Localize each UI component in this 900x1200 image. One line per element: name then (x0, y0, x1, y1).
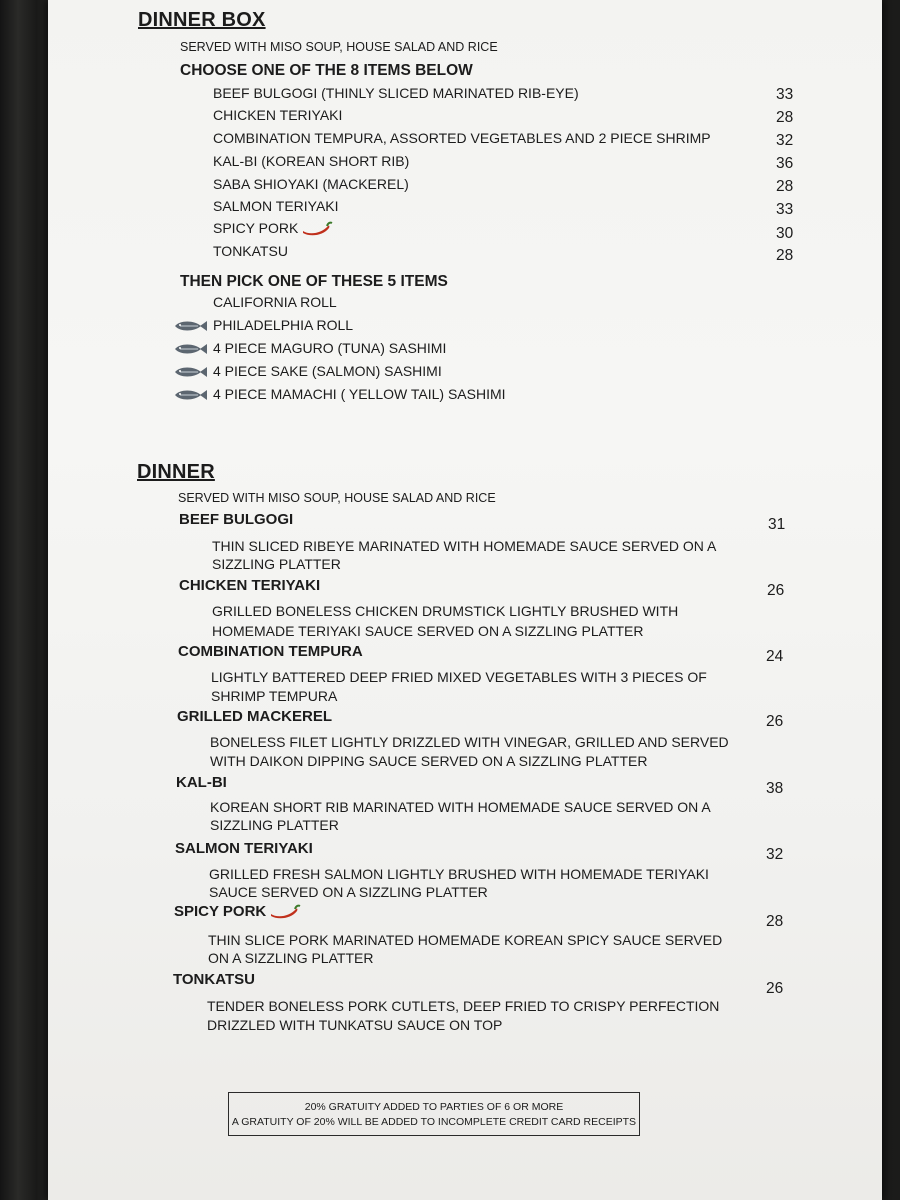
pick-header: THEN PICK ONE OF THESE 5 ITEMS (180, 273, 448, 290)
dinner-item-name: TONKATSU (173, 971, 255, 988)
box-item-name: COMBINATION TEMPURA, ASSORTED VEGETABLES AND 2 PIECE SHRIMP (213, 130, 711, 146)
box-item-price: 28 (776, 109, 794, 126)
dinner-item-desc: SHRIMP TEMPURA (211, 688, 338, 704)
gratuity-notice-line: 20% GRATUITY ADDED TO PARTIES OF 6 OR MORE (304, 1101, 564, 1113)
dinner-item-desc: DRIZZLED WITH TUNKATSU SAUCE ON TOP (207, 1017, 503, 1033)
pick-item-name: 4 PIECE MAMACHI ( YELLOW TAIL) SASHIMI (213, 386, 506, 402)
dinner-item-price: 26 (766, 713, 784, 730)
dinner-item-name: KAL-BI (176, 774, 227, 791)
box-item-name: SPICY PORK (213, 220, 299, 236)
dinner-item-name: SALMON TERIYAKI (175, 840, 313, 857)
box-item-name: SABA SHIOYAKI (MACKEREL) (213, 176, 409, 192)
box-item-price: 30 (776, 225, 794, 242)
dinner-item-price: 38 (766, 780, 784, 797)
dinner-item-price: 24 (766, 648, 784, 665)
box-item-price: 33 (776, 86, 794, 103)
box-item-name: TONKATSU (213, 243, 288, 259)
chili-pepper-icon (269, 903, 301, 921)
pick-item-name: CALIFORNIA ROLL (213, 294, 337, 310)
dinner-item-name: CHICKEN TERIYAKI (179, 577, 321, 594)
box-item-name: SALMON TERIYAKI (213, 198, 339, 214)
raw-fish-icon (174, 365, 208, 379)
dinner-item-desc: HOMEMADE TERIYAKI SAUCE SERVED ON A SIZZLING PLATTER (212, 623, 644, 639)
dinner-item-desc: SAUCE SERVED ON A SIZZLING PLATTER (209, 884, 488, 900)
box-item-price: 28 (776, 247, 794, 264)
dinner-item-desc: THIN SLICE PORK MARINATED HOMEMADE KOREAN SPICY SAUCE SERVED (208, 932, 723, 948)
box-item-price: 33 (776, 201, 794, 218)
dinner-item-price: 26 (766, 980, 784, 997)
dinner-item-name: SPICY PORK (174, 903, 267, 920)
raw-fish-icon (174, 342, 208, 356)
raw-fish-icon (174, 388, 208, 402)
dinner-item-price: 32 (766, 846, 784, 863)
dinner-item-price: 31 (768, 516, 786, 533)
pick-item-name: 4 PIECE SAKE (SALMON) SASHIMI (213, 363, 442, 379)
dinner-item-name: BEEF BULGOGI (179, 511, 294, 528)
pick-item-name: 4 PIECE MAGURO (TUNA) SASHIMI (213, 340, 447, 356)
chili-pepper-icon (301, 221, 333, 237)
dinner-box-served-with: SERVED WITH MISO SOUP, HOUSE SALAD AND RICE (180, 40, 498, 54)
dinner-item-desc: ON A SIZZLING PLATTER (208, 950, 374, 966)
dinner-item-desc: GRILLED BONELESS CHICKEN DRUMSTICK LIGHTLY BRUSHED WITH (212, 603, 679, 619)
box-item-price: 36 (776, 155, 794, 172)
gratuity-notice (228, 1092, 640, 1136)
dinner-item-desc: LIGHTLY BATTERED DEEP FRIED MIXED VEGETABLES WITH 3 PIECES OF (211, 669, 707, 685)
box-item-name: BEEF BULGOGI (THINLY SLICED MARINATED RIB-EYE) (213, 85, 579, 101)
dinner-item-desc: SIZZLING PLATTER (212, 556, 341, 572)
dinner-item-spicy-pork (174, 903, 301, 921)
dinner-item-desc: WITH DAIKON DIPPING SAUCE SERVED ON A SIZZLING PLATTER (210, 753, 648, 769)
dinner-served-with: SERVED WITH MISO SOUP, HOUSE SALAD AND RICE (178, 491, 496, 505)
dinner-item-desc: KOREAN SHORT RIB MARINATED WITH HOMEMADE SAUCE SERVED ON A (210, 799, 711, 815)
box-item-price: 28 (776, 178, 794, 195)
box-item-name: CHICKEN TERIYAKI (213, 107, 343, 123)
dinner-item-desc: GRILLED FRESH SALMON LIGHTLY BRUSHED WITH HOMEMADE TERIYAKI (209, 866, 709, 882)
gratuity-notice-line: A GRATUITY OF 20% WILL BE ADDED TO INCOMPLETE CREDIT CARD RECEIPTS (231, 1116, 637, 1128)
raw-fish-icon (174, 319, 208, 333)
choose-header: CHOOSE ONE OF THE 8 ITEMS BELOW (180, 62, 473, 79)
dinner-item-desc: THIN SLICED RIBEYE MARINATED WITH HOMEMADE SAUCE SERVED ON A (212, 538, 717, 554)
dinner-item-price: 26 (767, 582, 785, 599)
dinner-item-price: 28 (766, 913, 784, 930)
box-item-price: 32 (776, 132, 794, 149)
box-item-name: KAL-BI (KOREAN SHORT RIB) (213, 153, 410, 169)
dinner-item-desc: TENDER BONELESS PORK CUTLETS, DEEP FRIED TO CRISPY PERFECTION (207, 998, 720, 1014)
pick-item-name: PHILADELPHIA ROLL (213, 317, 354, 333)
dinner-item-desc: SIZZLING PLATTER (210, 817, 339, 833)
dinner-item-name: COMBINATION TEMPURA (178, 643, 363, 660)
dinner-item-name: GRILLED MACKEREL (177, 708, 332, 725)
box-item-spicy-pork (213, 220, 333, 237)
dinner-item-desc: BONELESS FILET LIGHTLY DRIZZLED WITH VINEGAR, GRILLED AND SERVED (210, 734, 729, 750)
dinner-title: DINNER (137, 461, 215, 483)
dinner-box-title: DINNER BOX (138, 9, 266, 31)
